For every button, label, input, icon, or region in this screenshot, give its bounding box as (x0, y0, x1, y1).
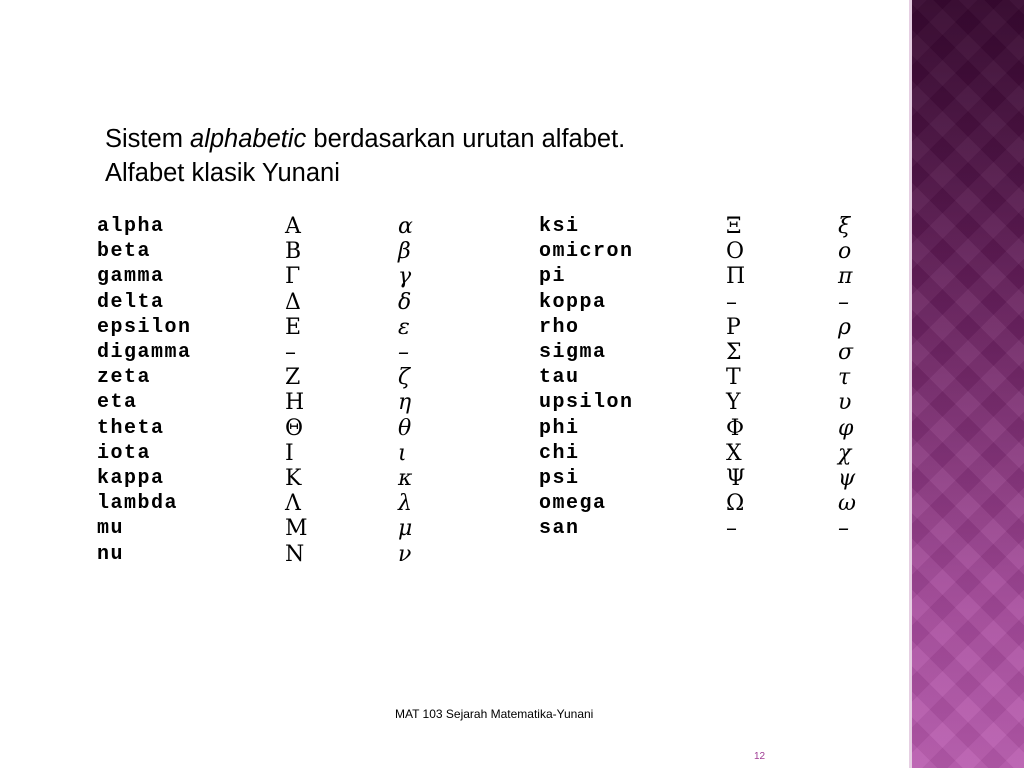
lowercase-letter: γ (398, 264, 412, 290)
lowercase-letter: ζ (398, 365, 410, 391)
letter-name: digamma (97, 341, 192, 364)
uppercase-letter: – (726, 289, 737, 315)
uppercase-letter: Β (285, 239, 302, 265)
lowercase-letter: λ (398, 491, 412, 517)
slide-footer: MAT 103 Sejarah Matematika-Yunani (395, 707, 594, 721)
letter-name: delta (97, 290, 165, 314)
lowercase-letter: β (398, 239, 411, 265)
lowercase-letter: τ (838, 365, 851, 391)
heading-line-1 (105, 122, 885, 156)
uppercase-letter: Ν (285, 541, 305, 567)
lowercase-letter: υ (838, 390, 852, 416)
uppercase-letter: Ζ (285, 365, 301, 391)
decorative-sidebar (912, 0, 1024, 768)
uppercase-letter: Ω (726, 491, 745, 517)
letter-name: alpha (97, 215, 165, 238)
heading-prefix: Sistem (105, 125, 191, 153)
letter-name: omega (539, 492, 607, 516)
heading-suffix: berdasarkan urutan alfabet. (306, 125, 626, 153)
lowercase-letter: – (838, 289, 849, 315)
uppercase-letter: Ρ (726, 314, 741, 340)
letter-name: gamma (97, 265, 165, 289)
lowercase-letter: ρ (838, 314, 851, 340)
uppercase-letter: Κ (285, 466, 302, 491)
lowercase-letter: σ (838, 340, 854, 365)
lowercase-letter: – (398, 340, 409, 365)
uppercase-letter: Ψ (726, 466, 746, 491)
slide-heading (105, 122, 885, 190)
letter-name: upsilon (539, 391, 634, 415)
lowercase-letter: ο (838, 239, 852, 265)
page-number: 12 (754, 751, 766, 762)
uppercase-letter: – (285, 340, 296, 365)
uppercase-letter: Μ (285, 516, 308, 542)
letter-name: pi (539, 265, 567, 289)
lowercase-letter: π (838, 264, 853, 290)
uppercase-letter: – (726, 516, 737, 542)
uppercase-letter: Ο (726, 239, 745, 265)
lowercase-letter: ε (398, 314, 410, 340)
uppercase-letter: Π (726, 264, 746, 290)
letter-name: tau (539, 366, 580, 390)
letter-name: mu (97, 517, 125, 541)
uppercase-letter: Θ (285, 415, 304, 441)
lowercase-letter: χ (838, 440, 852, 466)
uppercase-letter: Δ (285, 289, 301, 315)
uppercase-letter: Γ (285, 264, 301, 290)
letter-name: chi (539, 441, 580, 465)
letter-name: ksi (539, 215, 580, 238)
lowercase-letter: ω (838, 491, 856, 517)
uppercase-letter: Σ (726, 340, 742, 365)
lowercase-letter: μ (398, 516, 413, 542)
letter-name: phi (539, 416, 580, 440)
heading-italic-word: alphabetic (190, 125, 307, 153)
letter-name: koppa (539, 290, 607, 314)
uppercase-letter: Υ (726, 390, 741, 416)
letter-name: iota (97, 441, 152, 465)
lowercase-letter: θ (398, 415, 412, 441)
letter-name: theta (97, 416, 165, 440)
lowercase-letter: – (838, 516, 849, 542)
letter-name: zeta (97, 366, 152, 390)
uppercase-letter: Τ (726, 365, 741, 391)
lowercase-letter: φ (838, 415, 854, 441)
letter-name: epsilon (97, 315, 192, 339)
uppercase-letter: Φ (726, 415, 745, 441)
lowercase-letter: δ (398, 289, 412, 315)
uppercase-letter: Ι (285, 440, 294, 466)
uppercase-letter: Ξ (726, 214, 742, 239)
letter-name: lambda (97, 492, 179, 516)
letter-name: omicron (539, 240, 634, 264)
letter-name: kappa (97, 467, 165, 490)
uppercase-letter: Ε (285, 314, 302, 340)
uppercase-letter: Λ (285, 491, 301, 517)
letter-name: rho (539, 315, 580, 339)
lowercase-letter: ψ (838, 466, 856, 491)
uppercase-letter: Α (285, 214, 301, 239)
letter-name: nu (97, 542, 125, 566)
letter-name: psi (539, 467, 580, 490)
lowercase-letter: α (398, 214, 413, 239)
letter-name: sigma (539, 341, 607, 364)
lowercase-letter: ι (398, 440, 407, 466)
letter-name: eta (97, 391, 138, 415)
lowercase-letter: κ (398, 466, 413, 491)
letter-name: san (539, 517, 580, 541)
letter-name: beta (97, 240, 152, 264)
heading-line-2: Alfabet klasik Yunani (105, 159, 340, 187)
lowercase-letter: ν (398, 541, 412, 567)
lowercase-letter: ξ (838, 214, 851, 239)
uppercase-letter: Χ (726, 440, 742, 466)
uppercase-letter: Η (285, 390, 305, 416)
lowercase-letter: η (398, 390, 412, 416)
